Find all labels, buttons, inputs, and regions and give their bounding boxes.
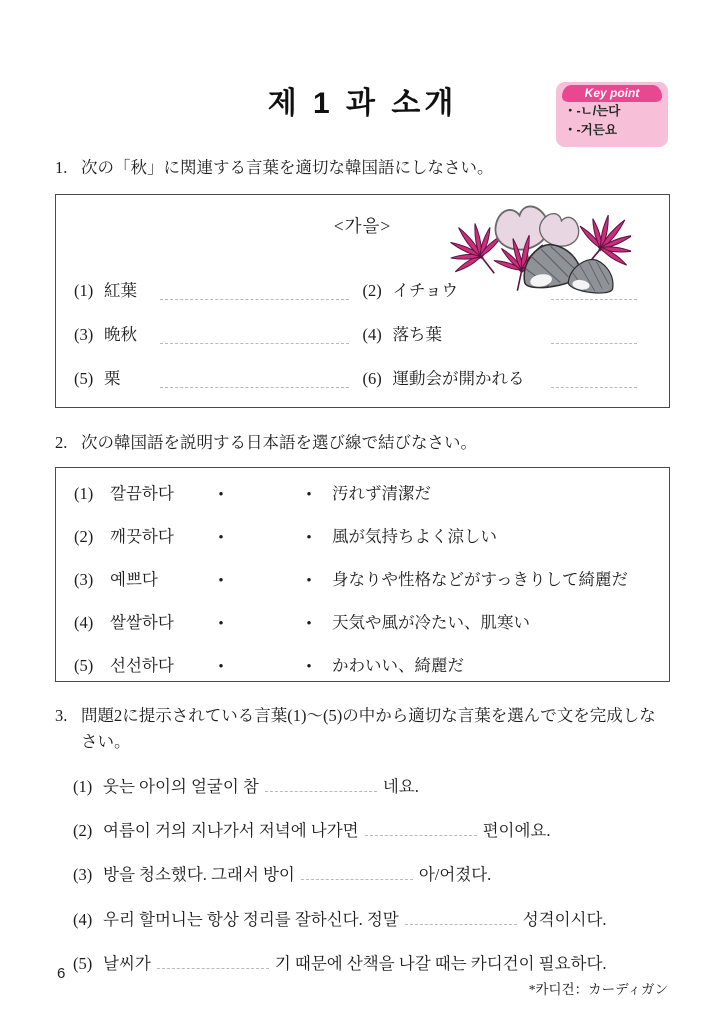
q3-item-4 [73, 908, 670, 931]
match-row-4 [74, 611, 653, 635]
item-number: (2) [362, 280, 382, 300]
korean-word: 깔끔하다 [110, 484, 174, 504]
q2-matching-box [55, 467, 670, 682]
sentence-before-blank: 웃는 아이의 얼굴이 참 [103, 777, 259, 797]
q1-row [74, 324, 651, 346]
match-dot-right: • [306, 487, 312, 504]
q1-item-6 [363, 368, 652, 390]
answer-blank [551, 372, 638, 388]
item-label: 栗 [104, 369, 121, 389]
keypoint-item: ・-거든요 [564, 123, 617, 138]
item-number: (4) [362, 324, 382, 344]
q3-item-5 [73, 952, 670, 975]
japanese-meaning: 身なりや性格などがすっきりして綺麗だ [332, 570, 629, 590]
korean-word: 선선하다 [110, 656, 174, 676]
japanese-meaning: かわいい、綺麗だ [332, 656, 464, 676]
q3-item-2 [73, 819, 670, 842]
japanese-meaning: 汚れず清潔だ [332, 484, 431, 504]
autumn-illustration [449, 201, 631, 299]
match-dot-left: • [218, 659, 224, 676]
answer-blank [301, 865, 413, 880]
footnote: *카디건：カーディガン [528, 981, 668, 997]
match-dot-right: • [306, 573, 312, 590]
item-label: 紅葉 [104, 280, 137, 300]
match-dot-left: • [218, 573, 224, 590]
answer-blank [551, 328, 638, 344]
answer-blank [405, 910, 517, 925]
item-number: (2) [73, 821, 93, 841]
q3-prompt-text: 問題2に提示されている言葉(1)～(5)の中から適切な言葉を選んで文を完成しなさい。 [81, 706, 656, 751]
q1-item-4 [363, 324, 652, 346]
match-dot-right: • [306, 659, 312, 676]
keypoint-box [556, 82, 668, 147]
keypoint-label: Key point [562, 85, 662, 102]
q2-prompt-text: 次の韓国語を説明する日本語を選び線で結びなさい。 [81, 432, 477, 452]
item-number: (1) [74, 280, 94, 300]
q3-number: 3. [55, 706, 68, 726]
match-dot-right: • [306, 530, 312, 547]
item-label: 運動会が開かれる [392, 369, 525, 389]
japanese-meaning: 天気や風が冷たい、肌寒い [332, 613, 530, 633]
q3-prompt [55, 703, 670, 754]
item-number: (5) [74, 369, 94, 389]
item-label: 晩秋 [104, 324, 137, 344]
item-number: (6) [362, 369, 382, 389]
sentence-after-blank: 아/어졌다. [418, 865, 492, 885]
sentence-after-blank: 기 때문에 산책을 나갈 때는 카디건이 필요하다. [274, 953, 607, 973]
match-row-3 [74, 568, 653, 592]
item-number: (5) [74, 656, 94, 676]
answer-blank [265, 777, 377, 792]
korean-word: 쌀쌀하다 [110, 613, 174, 633]
sentence-before-blank: 우리 할머니는 항상 정리를 잘하신다. 정말 [103, 909, 399, 929]
q3-item-3 [73, 863, 670, 886]
sentence-after-blank: 성격이시다. [522, 909, 607, 929]
item-number: (5) [73, 953, 93, 973]
q1-answer-box [55, 194, 670, 408]
match-dot-left: • [218, 530, 224, 547]
q2-number: 2. [55, 432, 68, 452]
question-3 [55, 703, 670, 998]
item-number: (2) [74, 527, 94, 547]
item-label: 落ち葉 [392, 324, 442, 344]
q1-box-title: <가을> [333, 215, 392, 236]
item-number: (4) [73, 909, 93, 929]
korean-word: 예쁘다 [110, 570, 158, 590]
q1-item-3 [74, 324, 363, 346]
match-row-1 [74, 482, 653, 506]
q1-prompt-text: 次の「秋」に関連する言葉を適切な韓国語にしなさい。 [81, 158, 494, 177]
q3-items [55, 775, 670, 974]
q3-item-1 [73, 775, 670, 798]
page-number: 6 [57, 965, 66, 982]
item-number: (3) [74, 570, 94, 590]
q1-number: 1. [55, 158, 68, 177]
item-number: (1) [73, 777, 93, 797]
item-number: (4) [74, 613, 94, 633]
japanese-meaning: 風が気持ちよく涼しい [332, 527, 497, 547]
keypoint-item: ・-ㄴ/는다 [564, 104, 621, 118]
answer-blank [160, 284, 349, 300]
sentence-before-blank: 날씨가 [103, 953, 151, 973]
sentence-before-blank: 방을 청소했다. 그래서 방이 [103, 865, 295, 885]
sentence-after-blank: 편이에요. [482, 821, 551, 841]
item-label: イチョウ [392, 280, 459, 300]
answer-blank [365, 821, 477, 836]
question-1 [55, 155, 670, 408]
match-dot-right: • [306, 616, 312, 633]
match-row-5 [74, 654, 653, 678]
question-2 [55, 430, 670, 683]
item-number: (3) [73, 865, 93, 885]
q2-prompt [55, 430, 670, 456]
q1-item-5 [74, 368, 363, 390]
sentence-before-blank: 여름이 거의 지나가서 저녁에 나가면 [103, 821, 359, 841]
q1-prompt [55, 155, 670, 181]
match-dot-left: • [218, 616, 224, 633]
sentence-after-blank: 네요. [382, 777, 419, 797]
q1-item-1 [74, 280, 363, 302]
match-row-2 [74, 525, 653, 549]
answer-blank [160, 328, 349, 344]
answer-blank [157, 954, 269, 969]
q1-row [74, 368, 651, 390]
answer-blank [160, 372, 349, 388]
page-title: 제 1 과 소개 [267, 87, 458, 120]
item-number: (3) [74, 324, 94, 344]
korean-word: 깨끗하다 [110, 527, 174, 547]
match-dot-left: • [218, 487, 224, 504]
item-number: (1) [74, 484, 94, 504]
